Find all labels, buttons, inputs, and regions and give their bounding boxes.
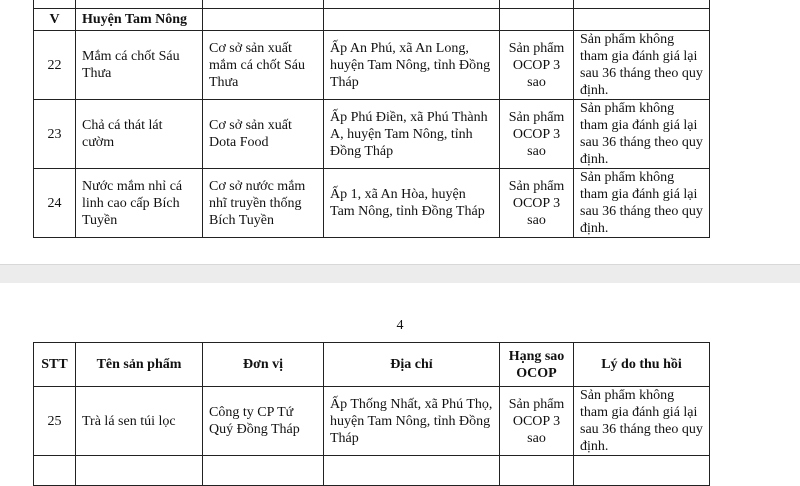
cell-stt: 23 [34, 100, 76, 169]
table-row-cut [34, 0, 710, 9]
cell-product-name: Chả cá thát lát cườm [76, 100, 203, 169]
cell-revoke-reason: Sản phẩm không tham gia đánh giá lại sau 36 tháng theo quy định. [574, 387, 710, 456]
cell-stt: 22 [34, 31, 76, 100]
page-number: 4 [396, 318, 404, 333]
table-row [34, 387, 710, 456]
section-row [34, 9, 710, 31]
table-row [34, 100, 710, 169]
cell-ocop-rank: Sản phẩm OCOP 3 sao [500, 169, 574, 238]
header-unit: Đơn vị [203, 343, 324, 387]
cell-address: Ấp An Phú, xã An Long, huyện Tam Nông, tỉnh Đồng Tháp [324, 31, 500, 100]
cell-revoke-reason: Sản phẩm không tham gia đánh giá lại sau 36 tháng theo quy định. [574, 169, 710, 238]
cell-revoke-reason: Sản phẩm không tham gia đánh giá lại sau 36 tháng theo quy định. [574, 100, 710, 169]
table-row [34, 169, 710, 238]
cell-stt: 25 [34, 387, 76, 456]
cell-unit: Cơ sở sản xuất mắm cá chốt Sáu Thưa [203, 31, 324, 100]
cell-address: Ấp 1, xã An Hòa, huyện Tam Nông, tỉnh Đồng Tháp [324, 169, 500, 238]
cell-product-name: Trà lá sen túi lọc [76, 387, 203, 456]
cell-unit: Cơ sở sản xuất Dota Food [203, 100, 324, 169]
document-page-bottom [0, 283, 800, 454]
cell-ocop-rank: Sản phẩm OCOP 3 sao [500, 387, 574, 456]
header-revoke-reason: Lý do thu hồi [574, 343, 710, 387]
cell-stt: 24 [34, 169, 76, 238]
header-product-name: Tên sản phẩm [76, 343, 203, 387]
header-stt: STT [34, 343, 76, 387]
cell-product-name: Nước mắm nhỉ cá linh cao cấp Bích Tuyền [76, 169, 203, 238]
section-title: Huyện Tam Nông [76, 9, 203, 31]
table-row-cut [34, 456, 710, 486]
header-address: Địa chỉ [324, 343, 500, 387]
header-ocop-rank: Hạng sao OCOP [500, 343, 574, 387]
cell-address: Ấp Thống Nhất, xã Phú Thọ, huyện Tam Nông, tỉnh Đồng Tháp [324, 387, 500, 456]
table-row [34, 31, 710, 100]
cell-unit: Cơ sở nước mắm nhĩ truyền thống Bích Tuyền [203, 169, 324, 238]
page-separator [0, 264, 800, 284]
cell-unit: Công ty CP Tứ Quý Đồng Tháp [203, 387, 324, 456]
cell-product-name: Mắm cá chốt Sáu Thưa [76, 31, 203, 100]
cell-address: Ấp Phú Điền, xã Phú Thành A, huyện Tam Nông, tỉnh Đồng Tháp [324, 100, 500, 169]
cell-ocop-rank: Sản phẩm OCOP 3 sao [500, 100, 574, 169]
section-roman: V [34, 9, 76, 31]
table-header-row [34, 343, 710, 387]
ocop-table-bottom [33, 342, 710, 486]
ocop-table-top [33, 0, 710, 238]
cell-revoke-reason: Sản phẩm không tham gia đánh giá lại sau 36 tháng theo quy định. [574, 31, 710, 100]
cell-ocop-rank: Sản phẩm OCOP 3 sao [500, 31, 574, 100]
